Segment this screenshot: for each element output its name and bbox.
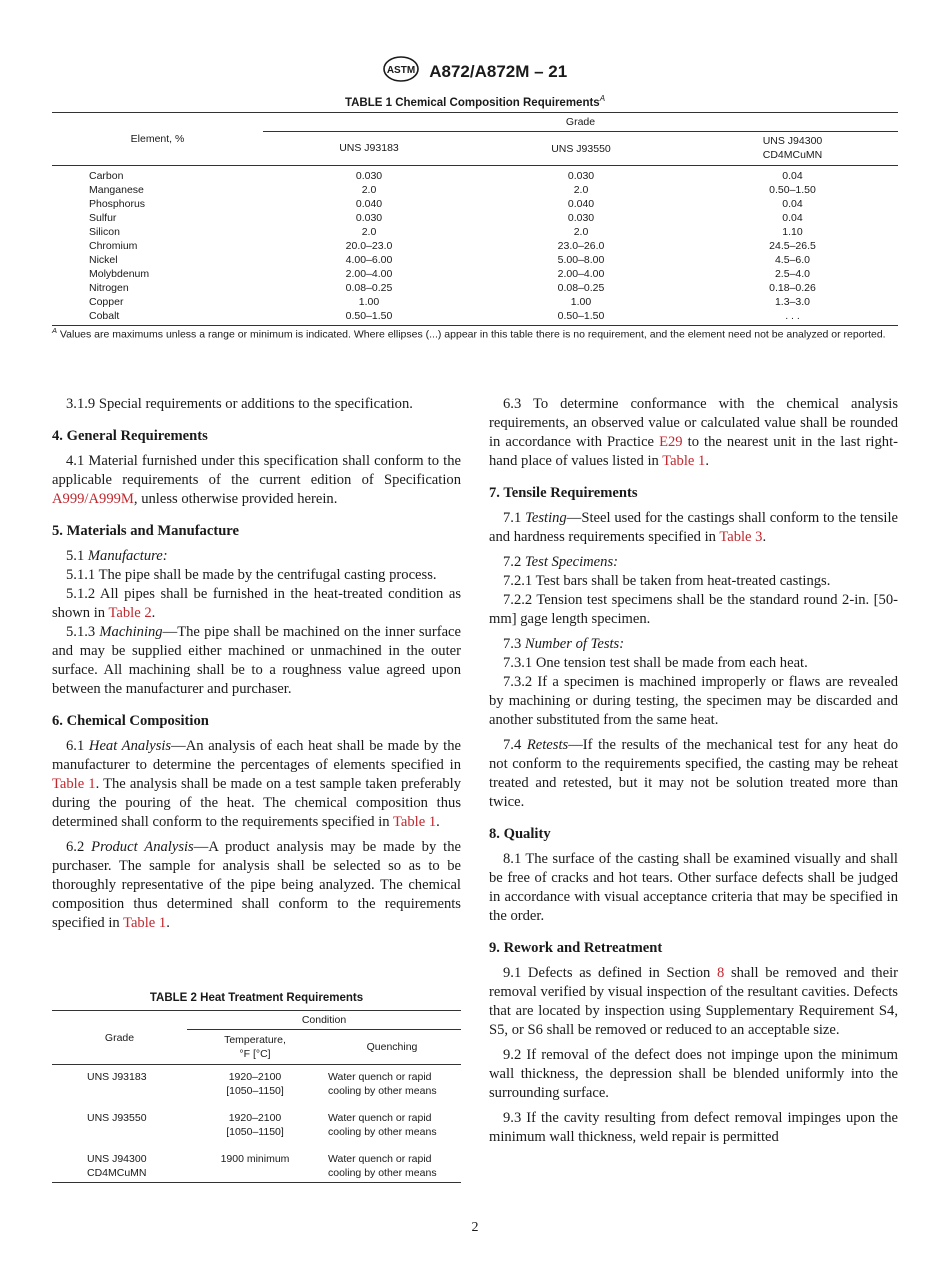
quenching-value-2: cooling by other means bbox=[328, 1085, 437, 1097]
cell-value: 1.3–3.0 bbox=[774, 296, 811, 308]
para-6-2: 6.2 Product Analysis—A product analysis may be made by the purchaser. The sample for analysis shall be selected so as to be thoroughly representative of the pipe being analyzed. The chemical composition thus determined shall conform to the requirements specified in Table 1. bbox=[52, 839, 461, 931]
element-name: Copper bbox=[89, 296, 124, 308]
link-table-1[interactable]: Table 1 bbox=[123, 915, 167, 931]
cell-value: 2.0 bbox=[361, 226, 377, 238]
cell-value: 5.00–8.00 bbox=[557, 254, 605, 266]
heat-treatment-table-wrap bbox=[52, 992, 461, 1183]
element-name: Phosphorus bbox=[89, 198, 146, 210]
table1-caption: TABLE 1 Chemical Composition Requirements$^A$ bbox=[344, 94, 606, 109]
link-e29[interactable]: E29 bbox=[659, 434, 683, 450]
table-row bbox=[52, 267, 898, 281]
footnote-text: Values are maximums unless a range or minimum is indicated. Where ellipses (...) appear in this table there is no requirement, and the element need not be analyzed or reported. bbox=[57, 328, 886, 341]
cell-value: 4.00–6.00 bbox=[345, 254, 393, 266]
element-name: Chromium bbox=[89, 240, 138, 252]
cell-value: 0.04 bbox=[782, 212, 803, 224]
para-4-1: 4.1 Material furnished under this specification shall conform to the applicable requirements of the current edition of Specification A999/A999M, unless otherwise provided herein. bbox=[52, 453, 461, 507]
section-4-heading: 4. General Requirements bbox=[52, 428, 208, 444]
element-name: Manganese bbox=[89, 184, 144, 196]
para-9-3: 9.3 If the cavity resulting from defect removal impinges upon the minimum wall thickness, weld repair is permitted bbox=[489, 1110, 898, 1145]
quenching-header: Quenching bbox=[366, 1041, 418, 1053]
para-6-3: 6.3 To determine conformance with the chemical analysis requirements, an observed value or calculated value shall be rounded in accordance with Practice E29 to the nearest unit in the last right-hand place of values listed in Table 1. bbox=[489, 396, 898, 469]
temperature-unit: °F [°C] bbox=[239, 1048, 271, 1060]
section-6-heading: 6. Chemical Composition bbox=[52, 713, 209, 729]
link-section-8[interactable]: 8 bbox=[717, 965, 725, 981]
cell-value: 2.00–4.00 bbox=[557, 268, 605, 280]
para-7-2-2: 7.2.2 Tension test specimens shall be the standard round 2-in. [50-mm] gage length specimen. bbox=[489, 592, 898, 627]
grade-name-alt: CD4MCuMN bbox=[87, 1167, 147, 1179]
table-row bbox=[52, 197, 898, 211]
para-5-1-2: 5.1.2 All pipes shall be furnished in the heat-treated condition as shown in Table 2. bbox=[52, 586, 461, 621]
astm-logo bbox=[383, 56, 419, 87]
cell-value: 0.50–1.50 bbox=[557, 310, 605, 322]
col-header: UNS J94300 bbox=[762, 135, 823, 147]
cell-value: 0.04 bbox=[782, 170, 803, 182]
para-6-1: 6.1 Heat Analysis—An analysis of each heat shall be made by the manufacturer to determine the percentages of elements specified in Table 1. The analysis shall be made on a test sample taken preferably during the pouring of the heat. The chemical composition thus determined shall conform to the requirements specified in Table 1. bbox=[52, 738, 462, 830]
element-name: Silicon bbox=[89, 226, 120, 238]
table-row bbox=[52, 1139, 461, 1180]
cell-value: 0.030 bbox=[355, 212, 383, 224]
table-row bbox=[52, 309, 898, 323]
table-row bbox=[52, 1098, 461, 1139]
link-table-1[interactable]: Table 1 bbox=[392, 814, 437, 830]
cell-value: 2.5–4.0 bbox=[774, 268, 811, 280]
para-5-1-3: 5.1.3 Machining—The pipe shall be machined on the inner surface and may be supplied either machined or unmachined in the outer surface. All machining shall be to a roughness value agreed upon between the manufacturer and purchaser. bbox=[52, 624, 462, 697]
right-column bbox=[489, 395, 898, 1147]
page-header bbox=[0, 56, 950, 87]
page-number: 2 bbox=[471, 1220, 479, 1235]
cell-value: 0.18–0.26 bbox=[769, 282, 816, 294]
quenching-value: Water quench or rapid bbox=[328, 1071, 432, 1083]
para-5-1-1: 5.1.1 The pipe shall be made by the centrifugal casting process. bbox=[66, 567, 437, 583]
grade-header: Grade bbox=[263, 113, 898, 132]
element-name: Molybdenum bbox=[89, 268, 150, 280]
cell-value: 24.5–26.5 bbox=[769, 240, 816, 252]
table-row bbox=[52, 225, 898, 239]
table-row bbox=[52, 183, 898, 197]
cell-value: 2.0 bbox=[573, 226, 589, 238]
col-header: CD4MCuMN bbox=[762, 149, 823, 161]
temperature-value-c: [1050–1150] bbox=[226, 1126, 284, 1138]
cell-value: 0.040 bbox=[355, 198, 383, 210]
temperature-header: Temperature, bbox=[224, 1034, 286, 1046]
para-7-3: 7.3 Number of Tests: bbox=[503, 636, 625, 652]
para-5-1: 5.1 Manufacture: bbox=[66, 548, 168, 564]
para-7-4: 7.4 Retests—If the results of the mechanical test for any heat do not conform to the requirements specified, the casting may be reheat treated and retested, but it may not be solution treated more than twice. bbox=[489, 737, 899, 810]
heat-treatment-table bbox=[52, 1010, 461, 1183]
temperature-value: 1920–2100 bbox=[228, 1071, 282, 1083]
table-row bbox=[52, 1065, 461, 1099]
link-a999[interactable]: A999/A999M bbox=[52, 491, 134, 507]
table-row bbox=[52, 239, 898, 253]
link-table-1[interactable]: Table 1 bbox=[52, 776, 96, 792]
para-7-1: 7.1 Testing—Steel used for the castings shall conform to the tensile and hardness requirements specified in Table 3. bbox=[489, 510, 899, 545]
cell-value: 2.0 bbox=[361, 184, 377, 196]
para-9-1: 9.1 Defects as defined in Section 8 shall be removed and their removal verified by visual inspection of the resultant cavities. Defects that are located by inspection using Supplementary Requirement S4, S5, or S6 shall be removed or reduced to an acceptable size. bbox=[489, 965, 898, 1038]
cell-value: 20.0–23.0 bbox=[345, 240, 393, 252]
table-row bbox=[52, 253, 898, 267]
grade-name: UNS J93550 bbox=[87, 1112, 147, 1124]
cell-value: 2.0 bbox=[573, 184, 589, 196]
cell-value: 0.030 bbox=[567, 170, 595, 182]
element-name: Nitrogen bbox=[89, 282, 129, 294]
temperature-value: 1900 minimum bbox=[220, 1153, 290, 1165]
link-table-2[interactable]: Table 2 bbox=[108, 605, 152, 621]
cell-value: 4.5–6.0 bbox=[774, 254, 811, 266]
footnote-mark: A bbox=[52, 326, 58, 335]
table1-footnote bbox=[52, 324, 902, 342]
quenching-value-2: cooling by other means bbox=[328, 1167, 437, 1179]
cell-value: 1.10 bbox=[782, 226, 803, 238]
temperature-value: 1920–2100 bbox=[228, 1112, 282, 1124]
condition-header: Condition bbox=[187, 1011, 461, 1030]
cell-value: . . . bbox=[785, 310, 800, 322]
quenching-value: Water quench or rapid bbox=[328, 1153, 432, 1165]
section-8-heading: 8. Quality bbox=[489, 826, 551, 842]
quenching-value: Water quench or rapid bbox=[328, 1112, 432, 1124]
cell-value: 1.00 bbox=[570, 296, 592, 308]
para-9-2: 9.2 If removal of the defect does not impinge upon the minimum wall thickness, the depression shall be blended uniformly into the surrounding surface. bbox=[489, 1047, 898, 1101]
element-name: Carbon bbox=[89, 170, 124, 182]
para-8-1: 8.1 The surface of the casting shall be examined visually and shall be free of cracks and hot tears. Other surface defects shall be judged in accordance with visual acceptance criteria that may be specified in the order. bbox=[489, 851, 898, 924]
standard-designation: A872/A872M – 21 bbox=[429, 61, 568, 81]
element-name: Nickel bbox=[89, 254, 118, 266]
cell-value: 0.50–1.50 bbox=[769, 184, 816, 196]
cell-value: 0.08–0.25 bbox=[345, 282, 393, 294]
table1-caption-note: A bbox=[599, 94, 606, 103]
section-5-heading: 5. Materials and Manufacture bbox=[52, 523, 239, 539]
left-column bbox=[52, 395, 461, 933]
cell-value: 23.0–26.0 bbox=[557, 240, 605, 252]
logo-text: ASTM bbox=[386, 65, 415, 76]
table-row bbox=[52, 211, 898, 225]
para-7-3-2: 7.3.2 If a specimen is machined improperly or flaws are revealed by machining or during testing, the specimen may be discarded and another substituted from the same heat. bbox=[489, 674, 898, 728]
col-header: UNS J93550 bbox=[551, 142, 611, 155]
cell-value: 1.00 bbox=[358, 296, 380, 308]
quenching-value-2: cooling by other means bbox=[328, 1126, 437, 1138]
chemical-composition-table bbox=[52, 112, 898, 326]
cell-value: 0.08–0.25 bbox=[557, 282, 605, 294]
col-header: UNS J93183 bbox=[339, 142, 399, 154]
cell-value: 0.040 bbox=[567, 198, 595, 210]
cell-value: 2.00–4.00 bbox=[345, 268, 393, 280]
cell-value: 0.50–1.50 bbox=[345, 310, 393, 322]
table2-caption: TABLE 2 Heat Treatment Requirements bbox=[149, 992, 364, 1004]
cell-value: 0.04 bbox=[782, 198, 803, 210]
section-9-heading: 9. Rework and Retreatment bbox=[489, 940, 663, 956]
para-7-3-1: 7.3.1 One tension test shall be made from each heat. bbox=[503, 655, 808, 671]
link-table-3[interactable]: Table 3 bbox=[719, 529, 763, 545]
element-header: Element, % bbox=[52, 113, 263, 166]
cell-value: 0.030 bbox=[355, 170, 383, 182]
para-3-1-9: 3.1.9 Special requirements or additions to the specification. bbox=[66, 396, 413, 412]
table-row bbox=[52, 281, 898, 295]
temperature-value-c: [1050–1150] bbox=[226, 1085, 284, 1097]
link-table-1[interactable]: Table 1 bbox=[662, 453, 706, 469]
table-row bbox=[52, 295, 898, 309]
section-7-heading: 7. Tensile Requirements bbox=[489, 485, 638, 501]
grade-name: UNS J94300 bbox=[87, 1153, 147, 1165]
element-name: Sulfur bbox=[89, 212, 117, 224]
grade-header: Grade bbox=[52, 1011, 187, 1065]
grade-name: UNS J93183 bbox=[87, 1071, 147, 1083]
element-name: Cobalt bbox=[89, 310, 120, 322]
cell-value: 0.030 bbox=[567, 212, 595, 224]
para-7-2: 7.2 Test Specimens: bbox=[503, 554, 618, 570]
table-row bbox=[52, 169, 898, 183]
para-7-2-1: 7.2.1 Test bars shall be taken from heat-treated castings. bbox=[503, 573, 831, 589]
